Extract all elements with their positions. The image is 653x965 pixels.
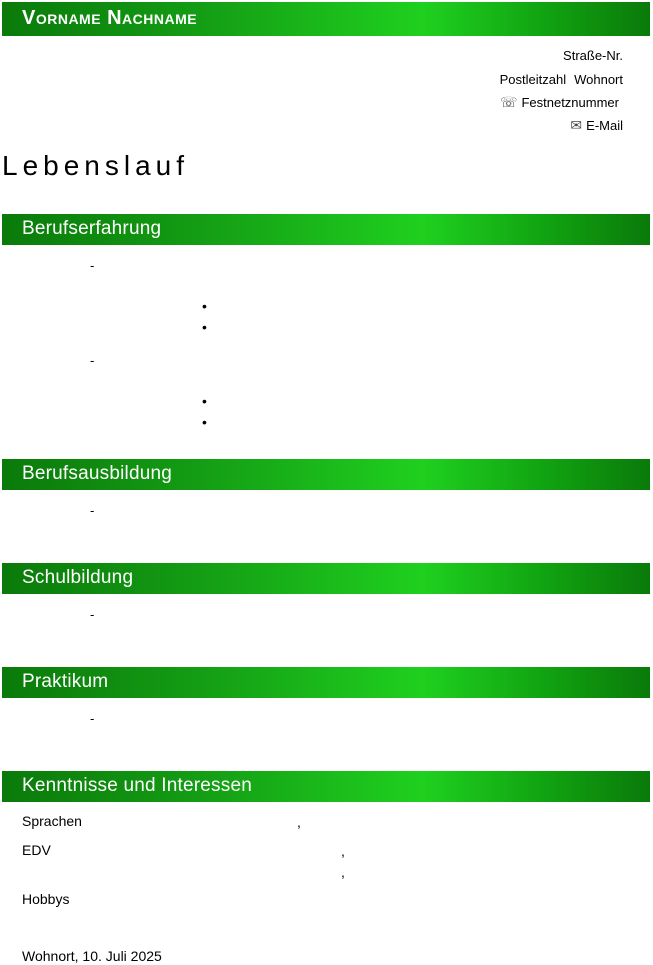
hobbies-label: Hobbys xyxy=(22,891,70,907)
bullet-point: • xyxy=(202,319,207,335)
section-title: Schulbildung xyxy=(22,567,134,588)
document-title: Lebenslauf xyxy=(2,150,190,181)
email-line xyxy=(570,118,623,130)
section-title: Berufsausbildung xyxy=(22,463,173,484)
date-range-dash: - xyxy=(90,258,95,273)
section-title: Berufserfahrung xyxy=(22,218,162,239)
it-skills-label: EDV xyxy=(22,842,51,858)
section-school-education xyxy=(2,563,650,594)
separator-comma: , xyxy=(297,814,301,830)
section-internship xyxy=(2,667,650,698)
section-title: Kenntnisse und Interessen xyxy=(22,775,252,796)
name-header-band xyxy=(2,2,650,36)
phone-number: Festnetznummer xyxy=(521,95,619,110)
bullet-point: • xyxy=(202,414,207,430)
email-line-clip xyxy=(0,118,653,130)
postcode-city xyxy=(500,72,623,87)
email-icon: ✉ xyxy=(570,118,583,130)
phone-line xyxy=(500,94,619,111)
full-name: Vorname Nachname xyxy=(22,7,198,29)
languages-label: Sprachen xyxy=(22,813,82,829)
place-and-date: Wohnort, 10. Juli 2025 xyxy=(22,948,162,964)
separator-comma: , xyxy=(341,864,345,880)
bullet-point: • xyxy=(202,393,207,409)
street-address: Straße-Nr. xyxy=(563,48,623,63)
phone-icon: ☏ xyxy=(499,94,518,110)
date-range-dash: - xyxy=(90,503,95,518)
separator-comma: , xyxy=(341,843,345,859)
date-range-dash: - xyxy=(90,607,95,622)
section-vocational-training xyxy=(2,459,650,490)
date-range-dash: - xyxy=(90,711,95,726)
email-address: E-Mail xyxy=(586,118,623,130)
postcode: Postleitzahl xyxy=(499,72,567,87)
bullet-point: • xyxy=(202,298,207,314)
section-skills-interests xyxy=(2,771,650,802)
section-work-experience xyxy=(2,214,650,245)
date-range-dash: - xyxy=(90,353,95,368)
city: Wohnort xyxy=(574,72,623,87)
section-title: Praktikum xyxy=(22,671,109,692)
